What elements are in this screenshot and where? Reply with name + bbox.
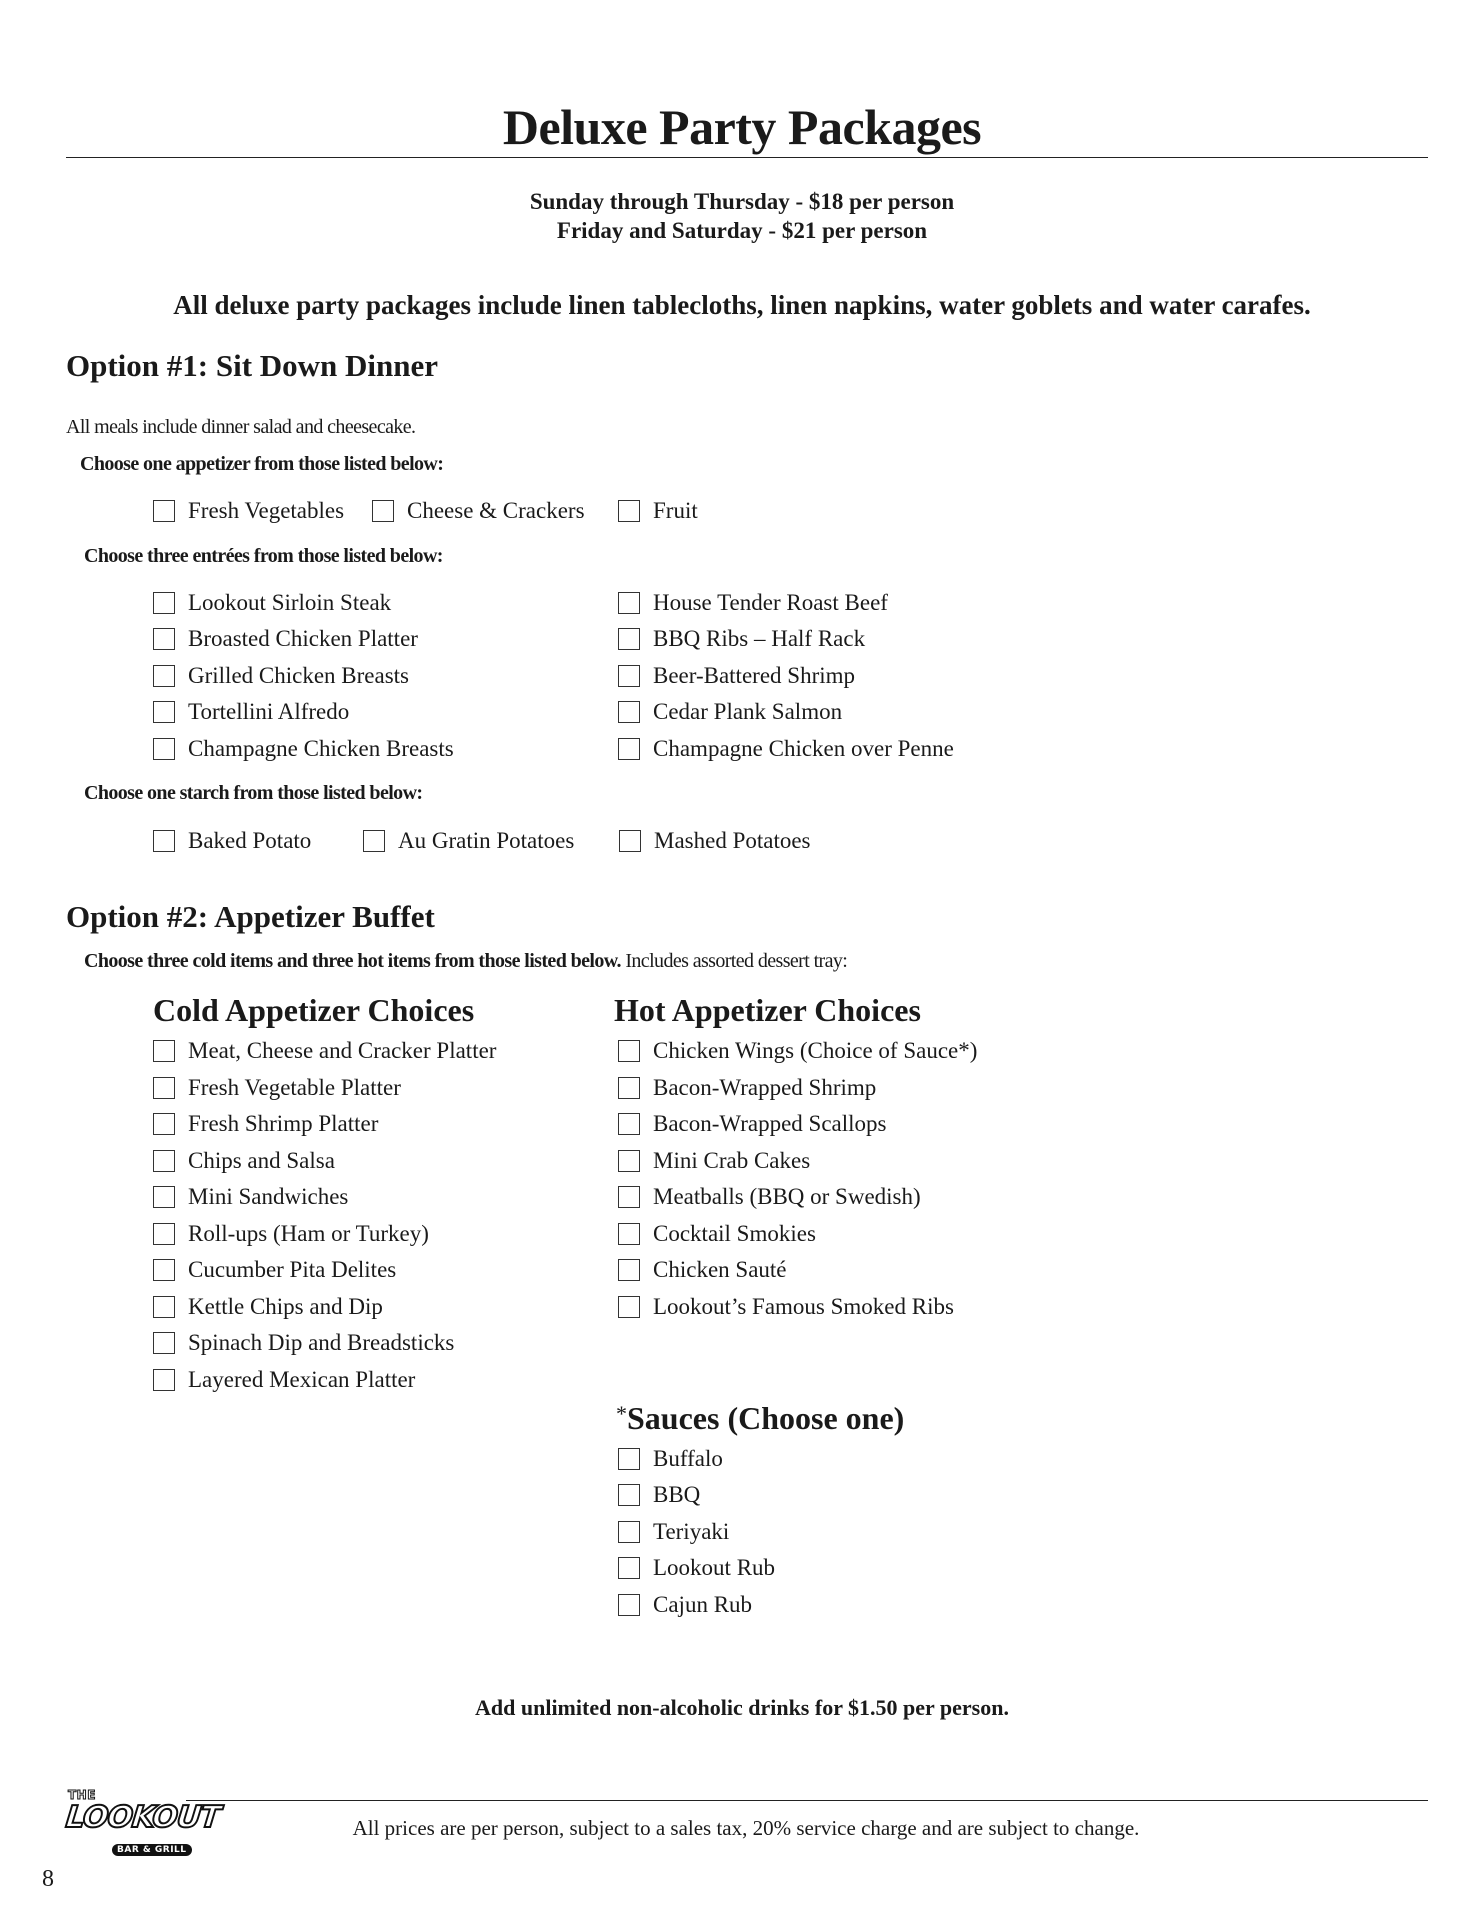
checkbox-appetizer-fresh-vegetables[interactable] [153,496,344,526]
checkbox-label: Mashed Potatoes [654,828,811,853]
checkbox-label: Buffalo [653,1446,723,1471]
checkbox-label: Bacon-Wrapped Shrimp [653,1075,877,1100]
meals-note: All meals include dinner salad and cheesecake. [66,416,416,438]
lookout-logo [64,1788,222,1864]
option2-heading: Option #2: Appetizer Buffet [66,899,435,934]
checkbox-label: Spinach Dip and Breadsticks [188,1330,455,1355]
checkbox-hot-chicken-wings[interactable] [618,1036,977,1066]
checkbox-entree-house-tender-roast-beef[interactable] [618,588,888,618]
checkbox-sauce-buffalo[interactable] [618,1444,723,1474]
page-title: Deluxe Party Packages [502,99,982,155]
checkbox-label: Chips and Salsa [188,1148,335,1173]
checkbox-box[interactable] [618,665,640,687]
checkbox-hot-cocktail-smokies[interactable] [618,1219,816,1249]
checkbox-box[interactable] [618,500,640,522]
buffet-instruction-light: Includes assorted dessert tray: [625,950,848,972]
checkbox-label: Meatballs (BBQ or Swedish) [653,1184,921,1209]
checkbox-box[interactable] [363,830,385,852]
checkbox-box[interactable] [372,500,394,522]
checkbox-label: Chicken Sauté [653,1257,787,1282]
checkbox-box[interactable] [618,1150,640,1172]
checkbox-label: Grilled Chicken Breasts [188,663,410,688]
checkbox-hot-famous-smoked-ribs[interactable] [618,1292,954,1322]
checkbox-label: Cajun Rub [653,1592,753,1617]
checkbox-starch-au-gratin-potatoes[interactable] [363,826,574,856]
buffet-instruction-bold: Choose three cold items and three hot items from those listed below. [84,950,621,972]
checkbox-cold-roll-ups[interactable] [153,1219,429,1249]
checkbox-label: Cucumber Pita Delites [188,1257,397,1282]
appetizer-instruction: Choose one appetizer from those listed below: [80,453,444,475]
checkbox-box[interactable] [618,1557,640,1579]
checkbox-label: Fresh Vegetables [188,498,345,523]
checkbox-box[interactable] [618,1113,640,1135]
checkbox-box[interactable] [153,665,175,687]
buffet-instruction [84,950,847,973]
checkbox-entree-broasted-chicken-platter[interactable] [153,624,418,654]
checkbox-label: Lookout Sirloin Steak [188,590,392,615]
drinks-note: Add unlimited non-alcoholic drinks for $1.50 per person. [475,1695,1009,1720]
checkbox-label: Meat, Cheese and Cracker Platter [188,1038,497,1063]
checkbox-appetizer-fruit[interactable] [618,496,698,526]
checkbox-box[interactable] [153,1040,175,1062]
starch-instruction: Choose one starch from those listed below: [84,782,423,804]
logo-the: THE [68,1788,96,1802]
checkbox-box[interactable] [153,592,175,614]
checkbox-entree-beer-battered-shrimp[interactable] [618,661,855,691]
checkbox-box[interactable] [618,1594,640,1616]
checkbox-cold-chips-and-salsa[interactable] [153,1146,335,1176]
checkbox-label: Fruit [653,498,698,523]
checkbox-box[interactable] [618,592,640,614]
checkbox-box[interactable] [153,1077,175,1099]
checkbox-label: BBQ Ribs – Half Rack [653,626,866,651]
checkbox-box[interactable] [618,1448,640,1470]
checkbox-label: Cocktail Smokies [653,1221,816,1246]
logo-main: LOOKOUT [64,1800,222,1835]
checkbox-sauce-cajun-rub[interactable] [618,1590,752,1620]
checkbox-box[interactable] [153,500,175,522]
hot-appetizer-heading: Hot Appetizer Choices [614,992,921,1028]
checkbox-cold-kettle-chips-and-dip[interactable] [153,1292,383,1322]
checkbox-label: Mini Crab Cakes [653,1148,811,1173]
checkbox-box[interactable] [618,1223,640,1245]
checkbox-label: Teriyaki [653,1519,730,1544]
title-divider [66,157,1428,158]
checkbox-box[interactable] [618,1077,640,1099]
checkbox-box[interactable] [153,1223,175,1245]
sauces-heading-text: Sauces (Choose one) [627,1400,905,1436]
checkbox-box[interactable] [153,1150,175,1172]
checkbox-entree-tortellini-alfredo[interactable] [153,697,349,727]
checkbox-hot-bacon-wrapped-scallops[interactable] [618,1109,886,1139]
checkbox-label: Champagne Chicken over Penne [653,736,954,761]
checkbox-starch-mashed-potatoes[interactable] [619,826,811,856]
checkbox-box[interactable] [153,1332,175,1354]
pricing-weekend: Friday and Saturday - $21 per person [556,218,928,243]
checkbox-entree-grilled-chicken-breasts[interactable] [153,661,409,691]
checkbox-label: BBQ [653,1482,701,1507]
checkbox-cold-spinach-dip-breadsticks[interactable] [153,1328,454,1358]
checkbox-cold-mini-sandwiches[interactable] [153,1182,348,1212]
checkbox-entree-champagne-chicken-over-penne[interactable] [618,734,954,764]
footer-divider [186,1800,1428,1801]
checkbox-label: Mini Sandwiches [188,1184,349,1209]
checkbox-box[interactable] [153,628,175,650]
checkbox-label: Cheese & Crackers [407,498,585,523]
checkbox-label: Fresh Vegetable Platter [188,1075,401,1100]
checkbox-label: Roll-ups (Ham or Turkey) [188,1221,429,1246]
checkbox-label: Au Gratin Potatoes [398,828,575,853]
sauces-heading [616,1400,904,1437]
checkbox-box[interactable] [618,738,640,760]
checkbox-box[interactable] [153,830,175,852]
checkbox-entree-cedar-plank-salmon[interactable] [618,697,842,727]
checkbox-box[interactable] [153,1113,175,1135]
checkbox-label: Bacon-Wrapped Scallops [653,1111,887,1136]
checkbox-box[interactable] [153,1259,175,1281]
sauces-asterisk: * [616,1401,627,1426]
checkbox-label: Baked Potato [188,828,312,853]
checkbox-starch-baked-potato[interactable] [153,826,311,856]
checkbox-box[interactable] [153,701,175,723]
checkbox-sauce-teriyaki[interactable] [618,1517,729,1547]
checkbox-hot-meatballs[interactable] [618,1182,921,1212]
checkbox-label: Chicken Wings (Choice of Sauce*) [653,1038,978,1063]
checkbox-label: Layered Mexican Platter [188,1367,416,1392]
checkbox-box[interactable] [153,738,175,760]
entree-instruction: Choose three entrées from those listed below: [84,545,443,567]
checkbox-label: House Tender Roast Beef [653,590,888,615]
cold-appetizer-heading: Cold Appetizer Choices [153,992,475,1028]
checkbox-box[interactable] [618,1484,640,1506]
option1-heading: Option #1: Sit Down Dinner [66,348,439,383]
checkbox-label: Broasted Chicken Platter [188,626,418,651]
checkbox-hot-mini-crab-cakes[interactable] [618,1146,810,1176]
checkbox-sauce-lookout-rub[interactable] [618,1553,775,1583]
checkbox-label: Beer-Battered Shrimp [653,663,856,688]
checkbox-hot-bacon-wrapped-shrimp[interactable] [618,1073,876,1103]
checkbox-box[interactable] [153,1186,175,1208]
checkbox-hot-chicken-saute[interactable] [618,1255,787,1285]
pricing-weekday: Sunday through Thursday - $18 per person [529,189,955,214]
checkbox-box[interactable] [618,628,640,650]
checkbox-entree-champagne-chicken-breasts[interactable] [153,734,454,764]
checkbox-label: Lookout Rub [653,1555,776,1580]
checkbox-box[interactable] [618,1040,640,1062]
page-number: 8 [42,1866,54,1892]
checkbox-box[interactable] [619,830,641,852]
checkbox-appetizer-cheese-crackers[interactable] [372,496,585,526]
checkbox-box[interactable] [618,1296,640,1318]
checkbox-box[interactable] [618,1259,640,1281]
checkbox-box[interactable] [153,1369,175,1391]
footer-note: All prices are per person, subject to a sales tax, 20% service charge and are subject to change. [352,1816,1140,1840]
checkbox-label: Lookout’s Famous Smoked Ribs [653,1294,954,1319]
checkbox-box[interactable] [153,1296,175,1318]
checkbox-entree-bbq-ribs-half-rack[interactable] [618,624,865,654]
checkbox-cold-meat-cheese-cracker-platter[interactable] [153,1036,496,1066]
includes-note: All deluxe party packages include linen tablecloths, linen napkins, water goblets and water carafes. [173,290,1311,320]
checkbox-entree-lookout-sirloin-steak[interactable] [153,588,391,618]
checkbox-label: Fresh Shrimp Platter [188,1111,379,1136]
checkbox-sauce-bbq[interactable] [618,1480,700,1510]
checkbox-label: Cedar Plank Salmon [653,699,843,724]
checkbox-box[interactable] [618,701,640,723]
checkbox-label: Champagne Chicken Breasts [188,736,454,761]
checkbox-cold-cucumber-pita-delites[interactable] [153,1255,396,1285]
logo-sub: BAR & GRILL [112,1844,192,1856]
checkbox-cold-layered-mexican-platter[interactable] [153,1365,415,1395]
checkbox-label: Kettle Chips and Dip [188,1294,383,1319]
checkbox-box[interactable] [618,1186,640,1208]
checkbox-box[interactable] [618,1521,640,1543]
checkbox-label: Tortellini Alfredo [188,699,350,724]
checkbox-cold-fresh-shrimp-platter[interactable] [153,1109,378,1139]
checkbox-cold-fresh-vegetable-platter[interactable] [153,1073,401,1103]
